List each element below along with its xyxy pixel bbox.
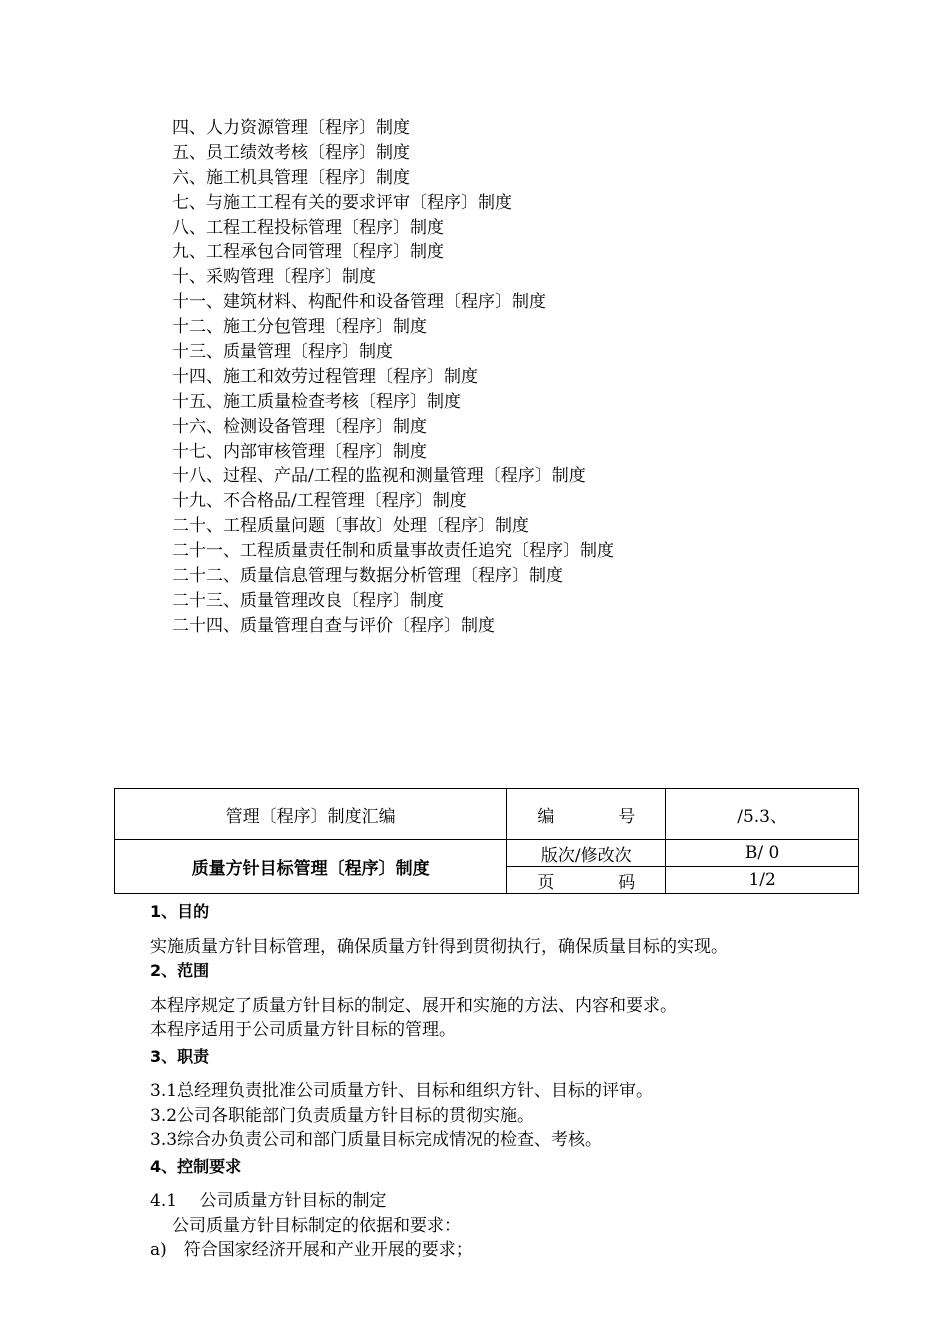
toc-item: 二十一、工程质量责任制和质量事故责任追究〔程序〕制度 — [172, 541, 614, 562]
paragraph: 3.1总经理负责批准公司质量方针、目标和组织方针、目标的评审。 — [150, 1081, 654, 1101]
toc-item: 六、施工机具管理〔程序〕制度 — [172, 167, 410, 188]
toc-item: 十九、不合格品/工程管理〔程序〕制度 — [172, 491, 467, 512]
number-label-b: 号 — [618, 806, 636, 827]
toc-item: 五、员工绩效考核〔程序〕制度 — [172, 142, 410, 163]
toc-item: 十一、建筑材料、构配件和设备管理〔程序〕制度 — [172, 292, 546, 313]
paragraph: 4.1 公司质量方针目标的制定 — [150, 1191, 387, 1211]
section-heading-purpose: 1、目的 — [150, 902, 210, 921]
toc-item: 十五、施工质量检查考核〔程序〕制度 — [172, 391, 461, 412]
toc-item: 九、工程承包合同管理〔程序〕制度 — [172, 242, 444, 263]
number-label-cell — [507, 789, 666, 840]
toc-item: 十六、检测设备管理〔程序〕制度 — [172, 416, 427, 437]
paragraph: 3.3综合办负责公司和部门质量目标完成情况的检查、考核。 — [150, 1130, 603, 1150]
paragraph: 3.2公司各职能部门负责质量方针目标的贯彻实施。 — [150, 1105, 535, 1126]
toc-item: 四、人力资源管理〔程序〕制度 — [172, 118, 410, 138]
paragraph: 本程序适用于公司质量方针目标的管理。 — [150, 1020, 456, 1040]
section-heading-control-requirements: 4、控制要求 — [150, 1156, 242, 1176]
version-value-cell: B/ 0 — [666, 840, 859, 867]
page-label-b: 码 — [618, 872, 636, 893]
toc-item: 十三、质量管理〔程序〕制度 — [172, 342, 393, 363]
section-heading-scope: 2、范围 — [150, 961, 210, 980]
paragraph: 本程序规定了质量方针目标的制定、展开和实施的方法、内容和要求。 — [150, 995, 677, 1016]
number-value-cell: /5.3、 — [666, 789, 859, 840]
paragraph: 实施质量方针目标管理，确保质量方针得到贯彻执行，确保质量目标的实现。 — [150, 936, 728, 957]
toc-item: 二十三、质量管理改良〔程序〕制度 — [172, 590, 444, 611]
section-heading-responsibilities: 3、职责 — [150, 1046, 210, 1066]
version-label-cell: 版次/修改次 — [507, 840, 666, 867]
page-label-cell — [507, 867, 666, 894]
toc-item: 八、工程工程投标管理〔程序〕制度 — [172, 217, 444, 238]
document-body — [150, 900, 850, 1263]
toc-list — [172, 116, 614, 639]
toc-item: 二十、工程质量问题〔事故〕处理〔程序〕制度 — [172, 516, 529, 537]
compilation-cell: 管理〔程序〕制度汇编 — [115, 789, 507, 840]
page-label-a: 页 — [537, 872, 555, 893]
toc-item: 十八、过程、产品/工程的监视和测量管理〔程序〕制度 — [172, 466, 586, 487]
page-value-cell: 1/2 — [666, 867, 859, 894]
paragraph: a) 符合国家经济开展和产业开展的要求； — [150, 1240, 473, 1260]
toc-item: 十四、施工和效劳过程管理〔程序〕制度 — [172, 366, 478, 387]
paragraph: 公司质量方针目标制定的依据和要求： — [172, 1215, 461, 1236]
document-header-table — [114, 788, 859, 894]
number-label-a: 编 — [537, 806, 555, 827]
toc-item: 二十四、质量管理自查与评价〔程序〕制度 — [172, 615, 495, 636]
toc-item: 二十二、质量信息管理与数据分析管理〔程序〕制度 — [172, 566, 563, 587]
toc-item: 十、采购管理〔程序〕制度 — [172, 267, 376, 288]
doc-title-cell: 质量方针目标管理〔程序〕制度 — [115, 840, 507, 894]
toc-item: 十二、施工分包管理〔程序〕制度 — [172, 317, 427, 338]
toc-item: 七、与施工工程有关的要求评审〔程序〕制度 — [172, 192, 512, 213]
toc-item: 十七、内部审核管理〔程序〕制度 — [172, 441, 427, 462]
